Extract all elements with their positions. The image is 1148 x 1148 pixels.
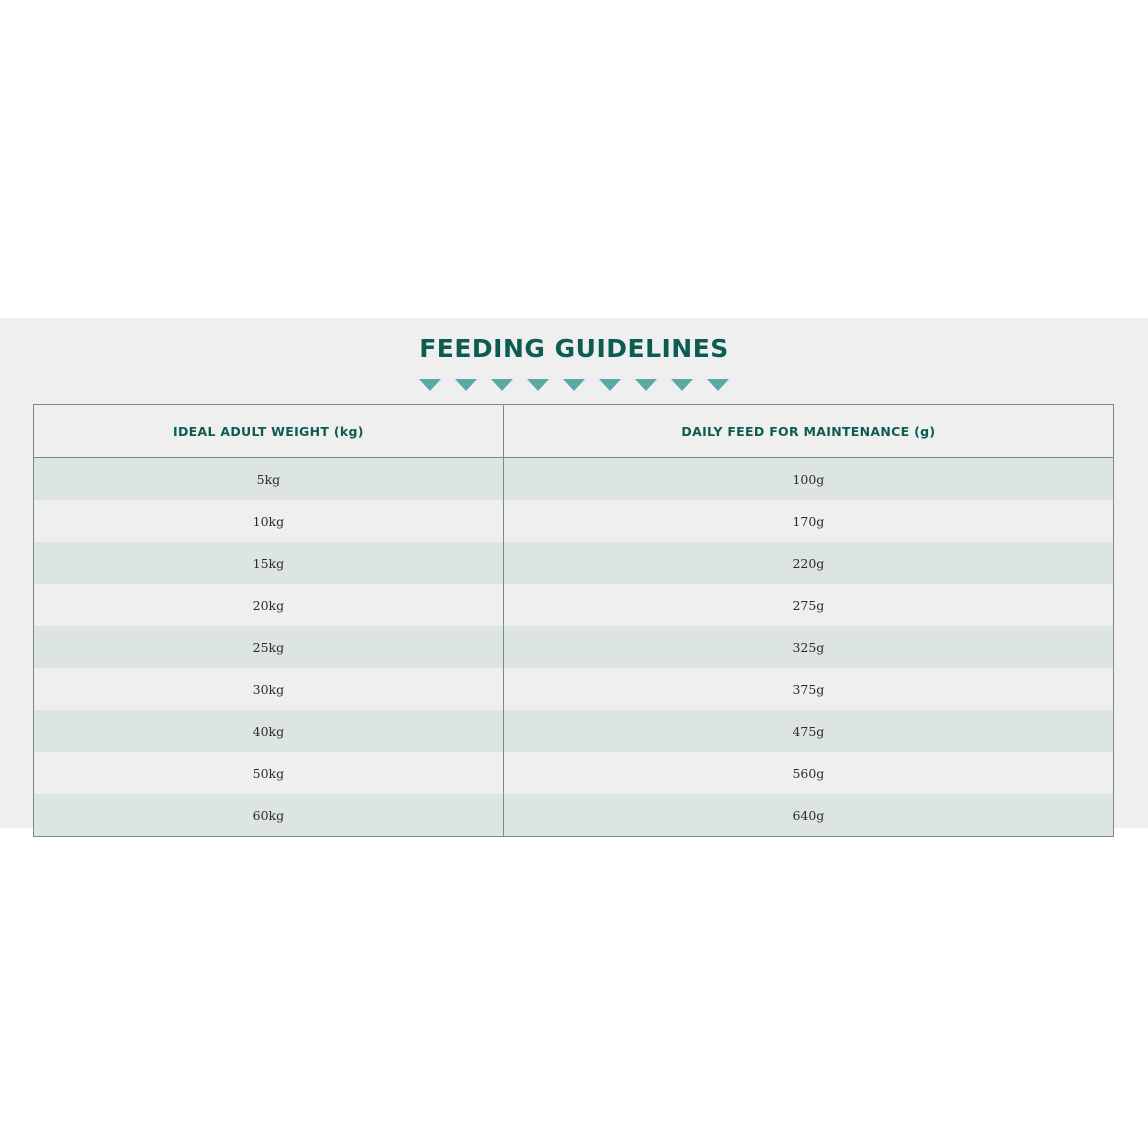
table-body (34, 458, 1114, 837)
table-row (34, 500, 1114, 542)
cell-daily-feed: 100g (503, 458, 1113, 501)
cell-weight: 5kg (34, 458, 504, 501)
table-row (34, 626, 1114, 668)
triangle-down-icon (599, 379, 621, 391)
cell-weight: 40kg (34, 710, 504, 752)
triangle-down-icon (527, 379, 549, 391)
table-row (34, 794, 1114, 837)
cell-weight: 15kg (34, 542, 504, 584)
cell-daily-feed: 475g (503, 710, 1113, 752)
table-header-row (34, 405, 1114, 458)
cell-weight: 25kg (34, 626, 504, 668)
table-row (34, 584, 1114, 626)
column-header-daily-feed: DAILY FEED FOR MAINTENANCE (g) (503, 405, 1113, 458)
triangle-down-icon (455, 379, 477, 391)
table-row (34, 542, 1114, 584)
cell-weight: 20kg (34, 584, 504, 626)
table-row (34, 710, 1114, 752)
cell-daily-feed: 375g (503, 668, 1113, 710)
table-row (34, 668, 1114, 710)
triangle-down-icon (671, 379, 693, 391)
triangle-down-icon (419, 379, 441, 391)
cell-daily-feed: 560g (503, 752, 1113, 794)
cell-daily-feed: 640g (503, 794, 1113, 837)
table-header (34, 405, 1114, 458)
cell-daily-feed: 325g (503, 626, 1113, 668)
feeding-table-container (33, 404, 1114, 837)
cell-daily-feed: 220g (503, 542, 1113, 584)
decorative-divider (0, 379, 1148, 391)
feeding-guidelines-table (33, 404, 1114, 837)
table-row (34, 752, 1114, 794)
table-row (34, 458, 1114, 501)
triangle-down-icon (707, 379, 729, 391)
cell-weight: 10kg (34, 500, 504, 542)
cell-weight: 30kg (34, 668, 504, 710)
page-title: FEEDING GUIDELINES (419, 334, 729, 363)
triangle-down-icon (635, 379, 657, 391)
cell-daily-feed: 275g (503, 584, 1113, 626)
feeding-guidelines-panel (0, 318, 1148, 828)
column-header-weight: IDEAL ADULT WEIGHT (kg) (34, 405, 504, 458)
triangle-down-icon (563, 379, 585, 391)
triangle-down-icon (491, 379, 513, 391)
cell-daily-feed: 170g (503, 500, 1113, 542)
cell-weight: 50kg (34, 752, 504, 794)
cell-weight: 60kg (34, 794, 504, 837)
